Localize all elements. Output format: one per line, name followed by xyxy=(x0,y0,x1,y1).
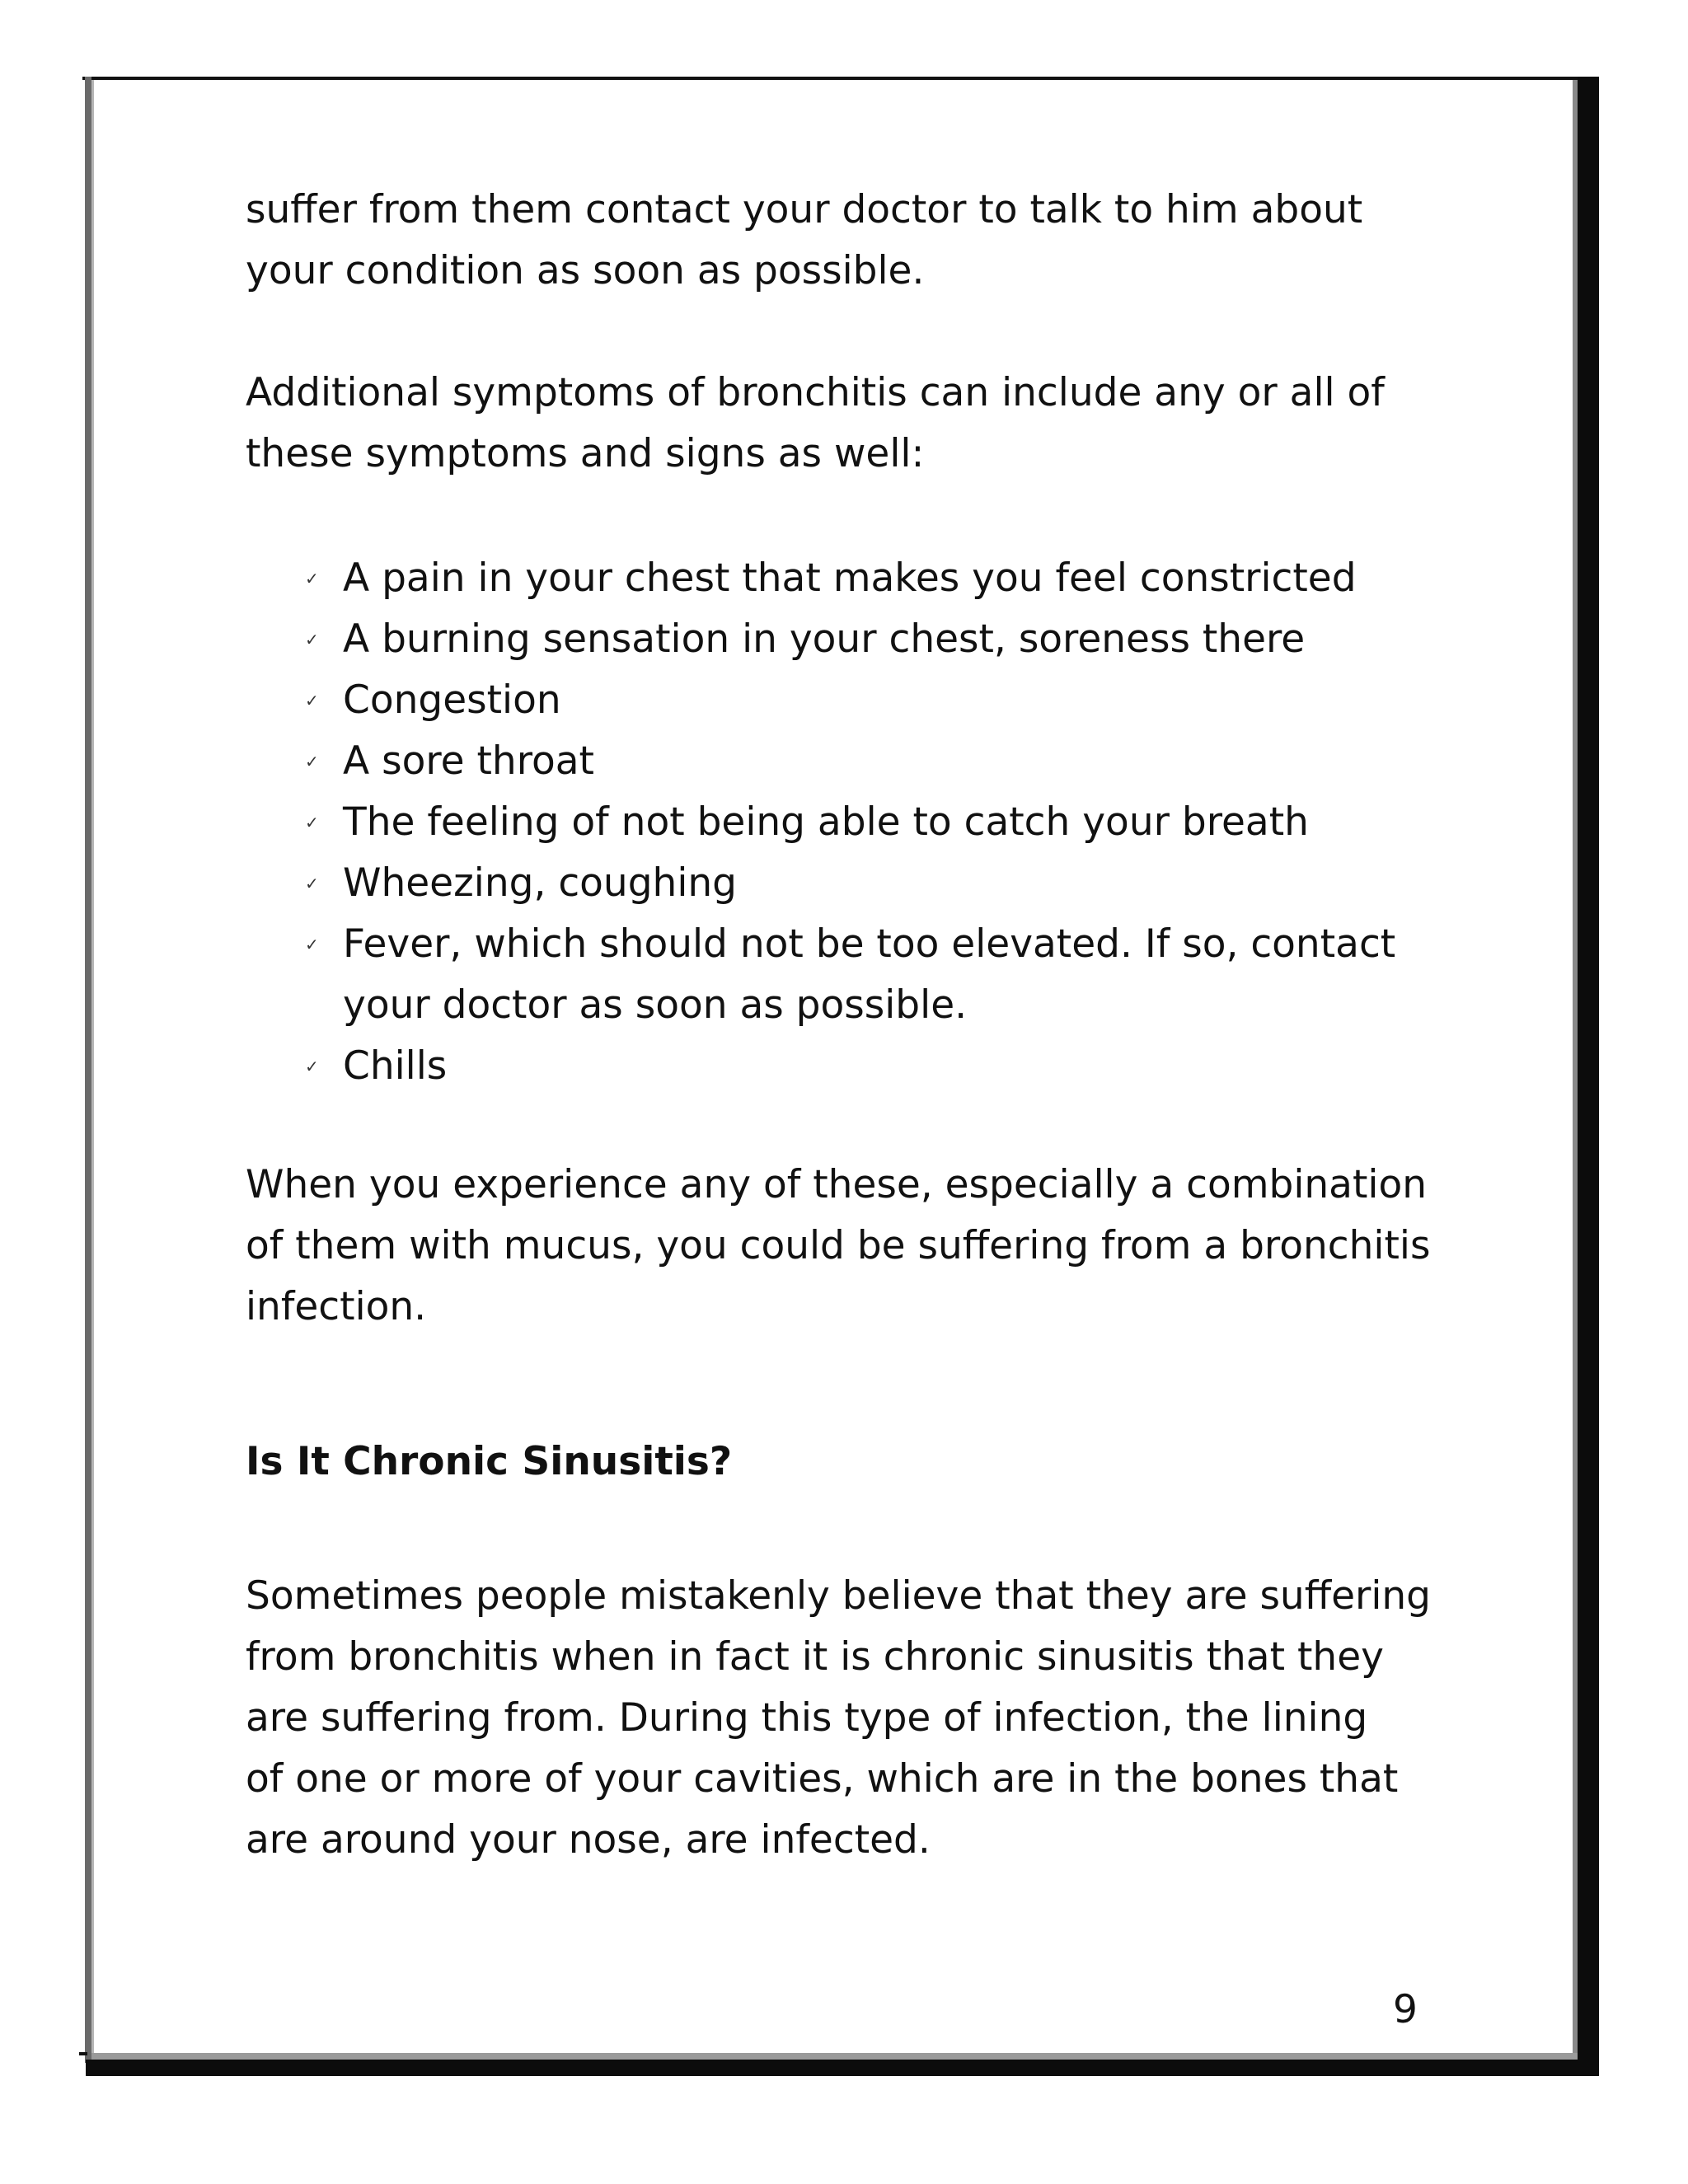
list-item-text: A pain in your chest that makes you feel constricted xyxy=(343,555,1357,601)
list-item-text: The feeling of not being able to catch your breath xyxy=(343,799,1309,845)
page-number: 9 xyxy=(1393,1987,1418,2032)
paragraph-intro xyxy=(246,180,1449,302)
page-frame-bottom-light xyxy=(91,2053,1578,2060)
text-line: of them with mucus, you could be suffering from a bronchitis xyxy=(246,1223,1431,1268)
paragraph-additional-symptoms xyxy=(246,363,1449,485)
text-line: your condition as soon as possible. xyxy=(246,248,925,293)
check-mark-icon: ✓ xyxy=(305,691,319,710)
paragraph-sinusitis xyxy=(246,1566,1449,1871)
symptom-list xyxy=(305,548,1395,1097)
list-item-text: your doctor as soon as possible. xyxy=(343,982,968,1028)
check-mark-icon: ✓ xyxy=(305,569,319,588)
page-frame-left xyxy=(85,77,91,2063)
list-item xyxy=(305,1036,1395,1097)
check-mark-icon: ✓ xyxy=(305,813,319,832)
page-frame-left-inner xyxy=(91,80,94,2063)
list-item-text: Wheezing, coughing xyxy=(343,860,738,906)
list-item xyxy=(305,731,1395,792)
list-item-text: Fever, which should not be too elevated. If so, contact xyxy=(343,921,1396,967)
list-item xyxy=(305,853,1395,914)
text-line: When you experience any of these, especially a combination xyxy=(246,1162,1427,1207)
text-line: Additional symptoms of bronchitis can include any or all of xyxy=(246,370,1385,415)
list-item xyxy=(305,792,1395,853)
check-mark-icon: ✓ xyxy=(305,1057,319,1076)
check-mark-icon: ✓ xyxy=(305,752,319,771)
list-item-text: Congestion xyxy=(343,677,561,723)
list-item xyxy=(305,670,1395,731)
text-line: are around your nose, are infected. xyxy=(246,1817,931,1863)
page-frame-corner-tick xyxy=(79,2052,87,2055)
list-item-continuation xyxy=(305,975,1395,1036)
page-frame-top xyxy=(82,77,1599,80)
check-mark-icon: ✓ xyxy=(305,935,319,954)
list-item xyxy=(305,914,1395,975)
check-mark-icon: ✓ xyxy=(305,874,319,893)
list-item-text: A sore throat xyxy=(343,738,594,784)
text-line: suffer from them contact your doctor to talk to him about xyxy=(246,187,1363,232)
list-item-text: Chills xyxy=(343,1043,448,1089)
text-line: from bronchitis when in fact it is chronic sinusitis that they xyxy=(246,1634,1384,1680)
text-line: of one or more of your cavities, which are in the bones that xyxy=(246,1756,1399,1802)
text-line: are suffering from. During this type of infection, the lining xyxy=(246,1695,1368,1741)
page-frame-bottom-shadow xyxy=(86,2060,1599,2076)
list-item xyxy=(305,548,1395,609)
text-line: Sometimes people mistakenly believe that they are suffering xyxy=(246,1573,1432,1619)
page-frame-right-shadow xyxy=(1578,77,1599,2076)
paragraph-combination xyxy=(246,1155,1449,1338)
list-item xyxy=(305,609,1395,670)
check-mark-icon: ✓ xyxy=(305,630,319,649)
section-heading: Is It Chronic Sinusitis? xyxy=(246,1439,733,1484)
text-line: these symptoms and signs as well: xyxy=(246,431,925,476)
text-line: infection. xyxy=(246,1284,427,1329)
list-item-text: A burning sensation in your chest, soreness there xyxy=(343,616,1306,662)
